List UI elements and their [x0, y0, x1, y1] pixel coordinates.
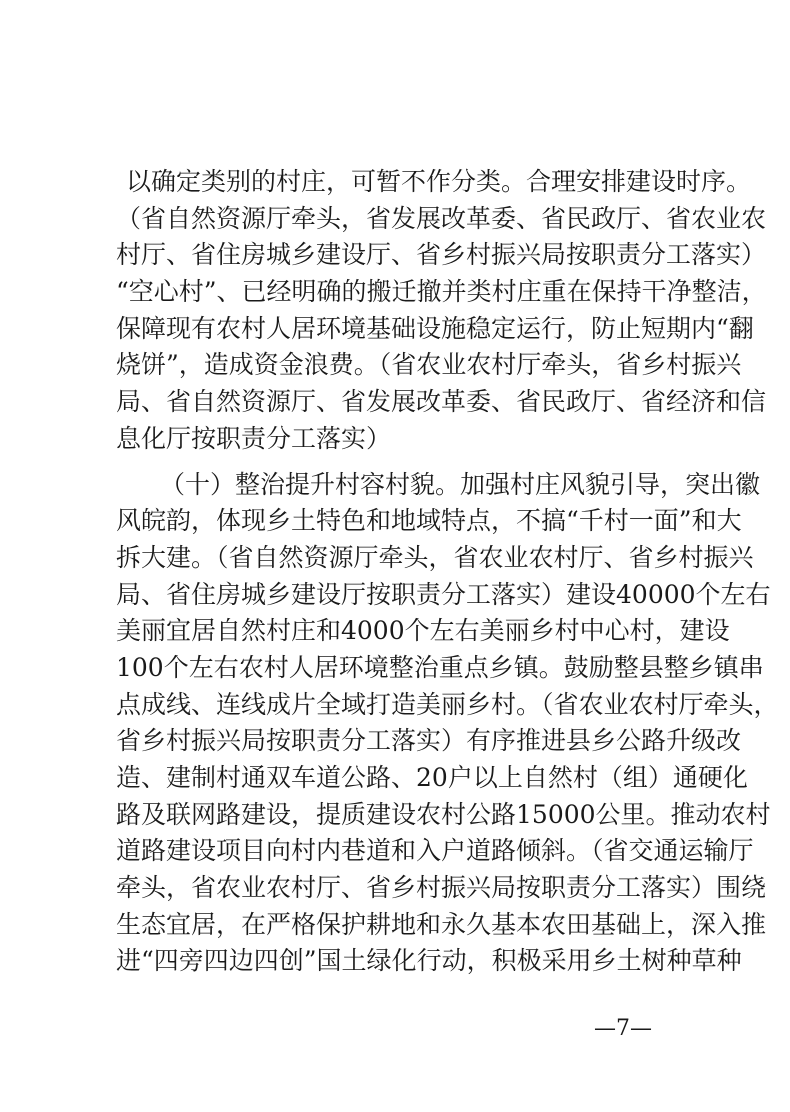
text-line: 牵头，省农业农村厅、省乡村振兴局按职责分工落实）围绕 [116, 873, 767, 903]
text-line: 局、省自然资源厅、省发展改革委、省民政厅、省经济和信 [116, 387, 767, 417]
page-number: —7— [594, 1016, 652, 1041]
text-line: 路及联网路建设，提质建设农村公路15000公里。推动农村 [116, 799, 771, 829]
text-line: 息化厅按职责分工落实） [116, 423, 392, 453]
text-line: 点成线、连线成片全域打造美丽乡村。（省农业农村厅牵头， [116, 689, 779, 719]
text-line: 进“四旁四边四创”国土绿化行动，积极采用乡土树种草种 [116, 946, 742, 976]
section-heading-line: （十）整治提升村容村貌。加强村庄风貌引导，突出徽 [160, 469, 761, 499]
text-line: “空心村”、已经明确的搬迁撤并类村庄重在保持干净整洁， [116, 277, 767, 307]
text-line: 风皖韵，体现乡土特色和地域特点，不搞“千村一面”和大 [116, 506, 742, 536]
text-line: （省自然资源厅牵头，省发展改革委、省民政厅、省农业农 [116, 203, 767, 233]
text-line: 拆大建。（省自然资源厅牵头，省农业农村厅、省乡村振兴 [116, 542, 754, 572]
text-line: 造、建制村通双车道公路、20户以上自然村（组）通硬化 [116, 763, 748, 792]
paragraph-section-ten [116, 467, 779, 981]
text-line: 生态宜居，在严格保护耕地和永久基本农田基础上，深入推 [116, 909, 767, 939]
text-line: 局、省住房城乡建设厅按职责分工落实）建设40000个左右 [116, 579, 771, 609]
text-line: 道路建设项目向村内巷道和入户道路倾斜。（省交通运输厅 [116, 836, 754, 866]
text-line: 100个左右农村人居环境整治重点乡镇。鼓励整县整乡镇串 [116, 652, 764, 682]
text-line: 村厅、省住房城乡建设厅、省乡村振兴局按职责分工落实） [116, 240, 767, 270]
body-text [116, 164, 779, 980]
text-line: 烧饼”，造成资金浪费。（省农业农村厅牵头，省乡村振兴 [116, 350, 742, 380]
text-line: 保障现有农村人居环境基础设施稳定运行，防止短期内“翻 [116, 313, 754, 343]
paragraph-continuation [116, 164, 767, 458]
text-line: 美丽宜居自然村庄和4000个左右美丽乡村中心村，建设 [116, 616, 730, 646]
text-line: 以确定类别的村庄，可暂不作分类。合理安排建设时序。 [126, 167, 752, 196]
text-line: 省乡村振兴局按职责分工落实）有序推进县乡公路升级改 [116, 726, 742, 756]
